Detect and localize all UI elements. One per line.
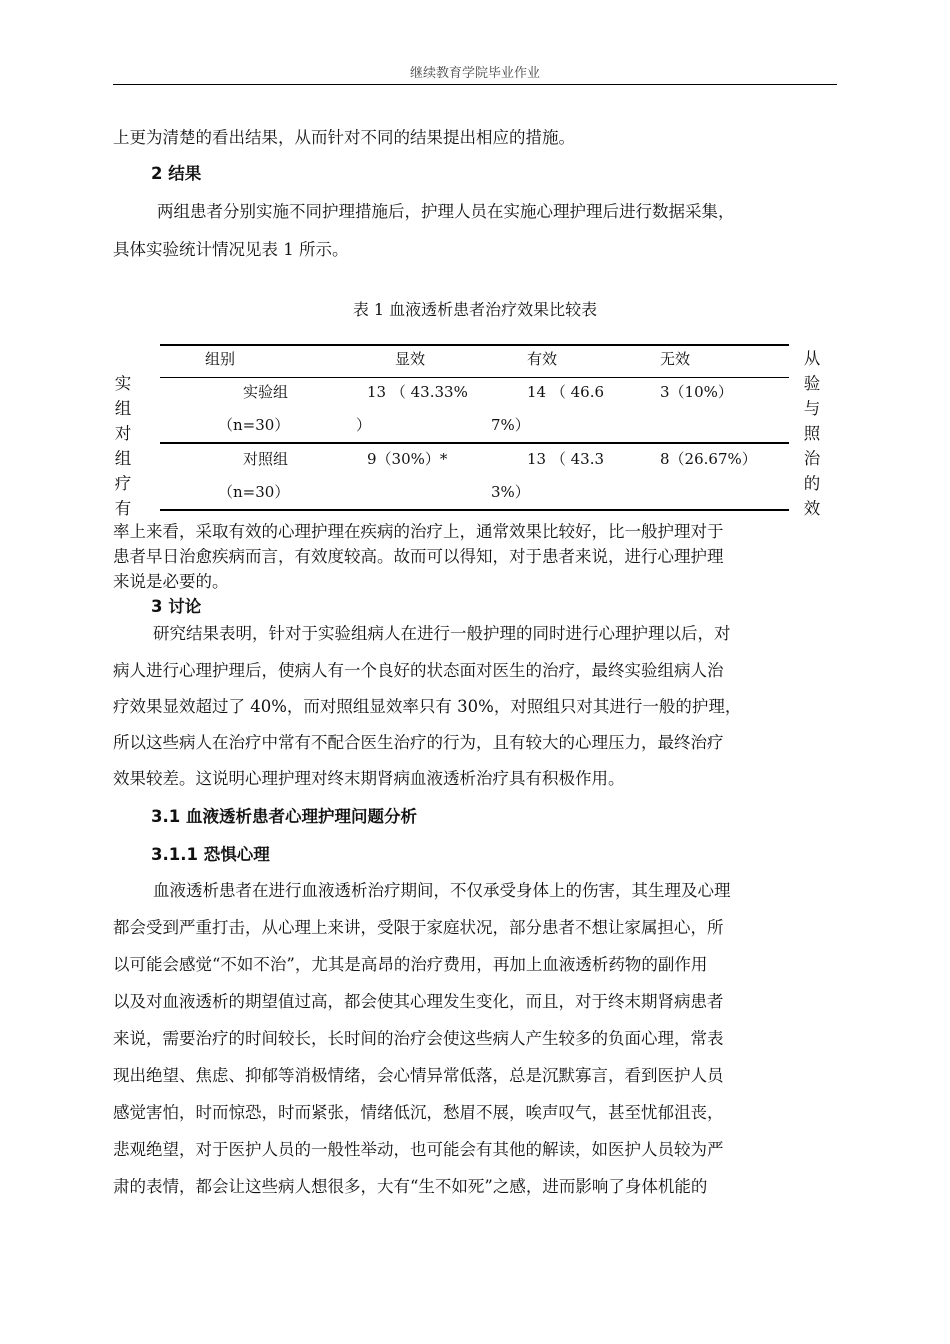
paragraph-line: 来说是必要的。 <box>113 572 229 591</box>
table-cell-youxiao-wrap: 3%） <box>491 483 530 501</box>
wrap-char: 对 <box>114 424 132 443</box>
table-cell-n: （n=30） <box>218 483 290 501</box>
table-cell-xianxiao: 9（30%）* <box>367 450 448 468</box>
section-heading-2: 2 结果 <box>151 164 202 183</box>
paragraph-line: 研究结果表明，针对于实验组病人在进行一般护理的同时进行心理护理以后，对 <box>153 624 731 643</box>
table-cell-youxiao-wrap: 7%） <box>491 416 530 434</box>
table-cell-n: （n=30） <box>218 416 290 434</box>
paragraph-line: 悲观绝望，对于医护人员的一般性举动，也可能会有其他的解读，如医护人员较为严 <box>113 1140 724 1159</box>
section-heading-3: 3 讨论 <box>151 597 202 616</box>
paragraph-line: 感觉害怕，时而惊恐，时而紧张，情绪低沉，愁眉不展，唉声叹气，甚至忧郁沮丧， <box>113 1103 724 1122</box>
table-cell-wuxiao: 3（10%） <box>660 383 733 401</box>
wrap-char: 疗 <box>114 474 132 493</box>
wrap-char: 治 <box>803 449 821 468</box>
wrap-char: 组 <box>114 449 132 468</box>
paragraph-line: 患者早日治愈疾病而言，有效度较高。故而可以得知，对于患者来说，进行心理护理 <box>113 547 724 566</box>
table-header-xianxiao: 显效 <box>395 350 426 368</box>
paragraph-line: 以及对血液透析的期望值过高，都会使其心理发生变化，而且，对于终末期肾病患者 <box>113 992 724 1011</box>
paragraph-line: 所以这些病人在治疗中常有不配合医生治疗的行为，且有较大的心理压力，最终治疗 <box>113 733 724 752</box>
paragraph-line: 上更为清楚的看出结果，从而针对不同的结果提出相应的措施。 <box>113 128 575 147</box>
paragraph-line: 都会受到严重打击，从心理上来讲，受限于家庭状况，部分患者不想让家属担心，所 <box>113 918 724 937</box>
table-cell-youxiao: 13 （ 43.3 <box>527 450 605 468</box>
wrap-char: 与 <box>803 399 821 418</box>
paragraph-line: 血液透析患者在进行血液透析治疗期间，不仅承受身体上的伤害，其生理及心理 <box>153 881 731 900</box>
paragraph-line: 肃的表情，都会让这些病人想很多，大有“生不如死”之感，进而影响了身体机能的 <box>113 1177 708 1196</box>
paragraph-line: 具体实验统计情况见表 1 所示。 <box>113 240 349 259</box>
section-heading-3-1-1: 3.1.1 恐惧心理 <box>151 845 270 864</box>
table-header-youxiao: 有效 <box>527 350 558 368</box>
wrap-char: 效 <box>803 499 821 518</box>
table-mid-rule <box>160 442 789 444</box>
table-header-rule <box>160 377 789 378</box>
paragraph-line: 病人进行心理护理后，使病人有一个良好的状态面对医生的治疗，最终实验组病人治 <box>113 661 724 680</box>
paragraph-line: 效果较差。这说明心理护理对终末期肾病血液透析治疗具有积极作用。 <box>113 769 625 788</box>
table-caption: 表 1 血液透析患者治疗效果比较表 <box>352 300 598 319</box>
wrap-char: 有 <box>114 499 132 518</box>
wrap-char: 从 <box>803 349 821 368</box>
page-header: 继续教育学院毕业作业 <box>113 66 837 85</box>
table-header-wuxiao: 无效 <box>660 350 691 368</box>
table-top-rule <box>160 344 789 346</box>
paragraph-line: 以可能会感觉“不如不治”，尤其是高昂的治疗费用，再加上血液透析药物的副作用 <box>113 955 708 974</box>
table-cell-xianxiao: 13 （ 43.33% <box>367 383 468 401</box>
wrap-char: 的 <box>803 474 821 493</box>
table-header-group: 组别 <box>205 350 236 368</box>
table-cell-group: 实验组 <box>243 383 289 401</box>
table-cell-youxiao: 14 （ 46.6 <box>527 383 605 401</box>
paragraph-line: 来说，需要治疗的时间较长，长时间的治疗会使这些病人产生较多的负面心理，常表 <box>113 1029 724 1048</box>
paragraph-line: 疗效果显效超过了 40%，而对照组显效率只有 30%，对照组只对其进行一般的护理， <box>113 697 742 716</box>
paragraph-line: 率上来看，采取有效的心理护理在疾病的治疗上，通常效果比较好，比一般护理对于 <box>113 522 724 541</box>
wrap-char: 验 <box>803 374 821 393</box>
paragraph-line: 两组患者分别实施不同护理措施后，护理人员在实施心理护理后进行数据采集， <box>157 202 735 221</box>
table-bottom-rule <box>160 509 789 511</box>
wrap-char: 实 <box>114 374 132 393</box>
wrap-char: 照 <box>803 424 821 443</box>
section-heading-3-1: 3.1 血液透析患者心理护理问题分析 <box>151 807 417 826</box>
table-cell-xianxiao-wrap: ） <box>356 416 372 434</box>
wrap-char: 组 <box>114 399 132 418</box>
table-cell-group: 对照组 <box>243 450 289 468</box>
paragraph-line: 现出绝望、焦虑、抑郁等消极情绪，会心情异常低落，总是沉默寡言，看到医护人员 <box>113 1066 724 1085</box>
table-cell-wuxiao: 8（26.67%） <box>660 450 757 468</box>
